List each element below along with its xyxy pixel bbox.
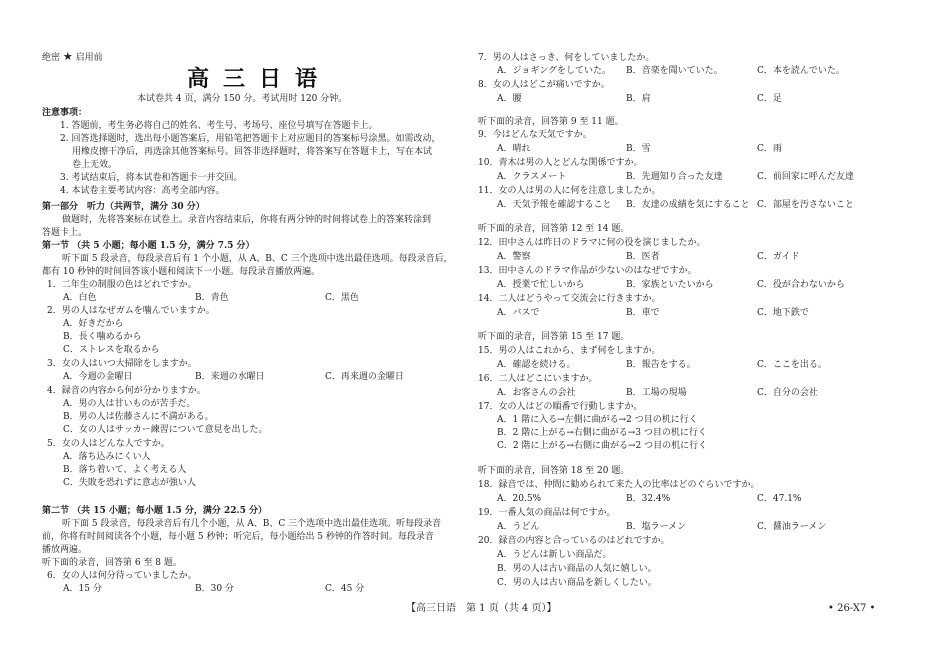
question-6: 6．女の人は何分待っていましたか。 [47,571,197,581]
section2-intro: 前，你将有时间阅读各个小题，每小题 5 秒钟；听完后，每小题给出 5 秒钟的作答时间。每段录音 [42,532,434,542]
confidential-label: 绝密 ★ 启用前 [42,50,103,63]
paper-code: • 26-X7 • [828,603,876,614]
option-a: A．うどんは新しい商品だ。 [497,550,612,560]
option-c: C．黒色 [325,293,359,303]
option-c: C．男の人は古い商品を新しくしたい。 [497,578,657,588]
option-a: A．20.5% [497,494,542,504]
option-b: B．音楽を聞いていた。 [626,66,723,76]
group-instruction: 听下面的录音，回答第 18 至 20 题。 [478,466,630,476]
section2-heading: 第二节 （共 15 小题；每小题 1.5 分，满分 22.5 分） [42,506,268,516]
question-16: 16．二人はどこにいますか。 [478,374,598,384]
option-b: B．30 分 [195,584,234,594]
question-7: 7．男の人はさっき、何をしていましたか。 [478,53,655,63]
option-b: B．落ち着いて、よく考える人 [63,465,187,475]
option-a: A．クラスメート [497,172,567,182]
note-line: 4. 本试卷主要考试内容：高考全部内容。 [60,186,225,196]
option-b: B．塩ラーメン [626,522,687,532]
option-c: C．醤油ラーメン [757,522,827,532]
option-a: A．男の人は甘いものが苦手だ。 [63,399,196,409]
option-a: A．晴れ [497,144,531,154]
option-b: B．32.4% [626,494,671,504]
option-a: A．授業で忙しいから [497,280,585,290]
page-title: 高三日语 [187,66,332,92]
question-12: 12．田中さんは昨日のドラマに何の役を演じましたか。 [478,238,706,248]
option-a: A．白色 [63,293,97,303]
option-c: C．自分の会社 [757,388,818,398]
option-a: A．警察 [497,252,531,262]
option-a: A．腰 [497,94,522,104]
option-b: B．雪 [626,144,651,154]
question-9: 9．今はどんな天気ですか。 [478,130,592,140]
option-c: C．ガイド [757,252,800,262]
option-a: A．ジョギングをしていた。 [497,66,612,76]
question-2: 2．男の人はなぜガムを噛んでいますか。 [47,306,215,316]
option-a: A．確認を続ける。 [497,360,576,370]
note-line: 1. 答题前，考生务必将自己的姓名、考生号、考场号、座位号填写在答题卡上。 [60,121,378,131]
option-a: A．バスで [497,308,540,318]
question-10: 10．青木は男の人とどんな関係ですか。 [478,158,643,168]
section1-intro: 听下面 5 段录音，每段录音后有 1 个小题，从 A、B、C 三个选项中选出最佳选项。每段录音后， [62,254,453,264]
section2-intro: 听下面 5 段录音，每段录音后有几个小题，从 A、B、C 三个选项中选出最佳选项。听每段录音 [62,519,442,529]
option-b: B．家族といたいから [626,280,714,290]
option-a: A．落ち込みにくい人 [63,452,151,462]
notes-heading: 注意事项： [42,108,88,118]
option-a: A．お客さんの会社 [497,388,576,398]
option-c: C．ストレスを取るから [63,345,160,355]
option-b: B．工場の現場 [626,388,687,398]
option-c: C．ここを出る。 [757,360,827,370]
option-b: B．医者 [626,252,660,262]
question-19: 19．一番人気の商品は何ですか。 [478,508,616,518]
question-18: 18．録音では、仲間に勧められて来た人の比率はどのぐらいですか。 [478,480,760,490]
option-c: C．雨 [757,144,782,154]
option-b: B．男の人は古い商品の人気に嬉しい。 [497,564,657,574]
option-a: A．天気予報を確認すること [497,200,612,210]
option-c: C．45 分 [325,584,365,594]
group-instruction: 听下面的录音，回答第 12 至 14 题。 [478,224,630,234]
option-a: A．今週の金曜日 [63,372,133,382]
option-c: C．本を読んでいた。 [757,66,845,76]
question-13: 13．田中さんのドラマ作品が少ないのはなぜですか。 [478,266,697,276]
question-20: 20．録音の内容と合っているのはどれですか。 [478,536,670,546]
option-c: C．再来週の金曜日 [325,372,404,382]
option-b: B．2 階に上がる→右側に曲がる→3 つ目の机に行く [497,428,707,438]
option-b: B．肩 [626,94,651,104]
section2-intro: 播放两遍。 [42,545,88,555]
option-c: C．足 [757,94,782,104]
page-footer: 【高三日语 第 1 页（共 4 页）】 [406,603,557,614]
question-4: 4．録音の内容から何が分かりますか。 [47,386,206,396]
option-b: B．来週の水曜日 [195,372,265,382]
option-c: C．地下鉄で [757,308,809,318]
note-line: 卷上无效。 [72,160,118,170]
part1-intro: 做题时，先将答案标在试卷上。录音内容结束后，你将有两分钟的时间将试卷上的答案转涂到 [62,215,432,225]
question-3: 3．女の人はいつ大掃除をしますか。 [47,359,197,369]
section1-heading: 第一节 （共 5 小题；每小题 1.5 分，满分 7.5 分） [42,241,255,251]
option-c: C．2 階に上がる→右側に曲がる→2 つ目の机に行く [497,441,708,451]
option-a: A．1 階に入る→左側に曲がる→2 つ目の机に行く [497,415,698,425]
group-instruction: 听下面的录音，回答第 6 至 8 题。 [42,558,182,568]
option-b: B．先週知り合った友達 [626,172,723,182]
option-a: A．うどん [497,522,540,532]
option-b: B．友達の成績を気にすること [626,200,750,210]
part1-heading: 第一部分 听力（共两节，满分 30 分） [42,202,205,212]
question-15: 15．男の人はこれから、まず何をしますか。 [478,346,661,356]
group-instruction: 听下面的录音，回答第 9 至 11 题。 [478,117,624,127]
option-b: B．青色 [195,293,229,303]
group-instruction: 听下面的录音，回答第 15 至 17 题。 [478,332,630,342]
option-a: A．15 分 [63,584,102,594]
option-c: C．役が合わないから [757,280,845,290]
question-8: 8．女の人はどこが痛いですか。 [478,80,610,90]
question-1: 1．二年生の制服の色はどれですか。 [47,280,197,290]
option-c: C．47.1% [757,494,802,504]
option-c: C．前回家に呼んだ友達 [757,172,854,182]
question-17: 17．女の人はどの順番で行動しますか。 [478,402,643,412]
option-b: B．報告をする。 [626,360,696,370]
question-11: 11．女の人は男の人に何を注意しましたか。 [478,186,661,196]
note-line: 2. 回答选择题时，选出每小题答案后，用铅笔把答题卡上对应题目的答案标号涂黑。如需改动， [60,134,441,144]
question-5: 5．女の人はどんな人ですか。 [47,439,170,449]
option-b: B．男の人は佐藤さんに不満がある。 [63,412,214,422]
option-a: A．好きだから [63,319,124,329]
note-line: 用橡皮擦干净后，再选涂其他答案标号。回答非选择题时，将答案写在答题卡上，写在本试 [72,147,433,157]
option-c: C．女の人はサッカー練習について意見を出した。 [63,425,268,435]
question-14: 14．二人はどうやって交流会に行きますか。 [478,294,661,304]
note-line: 3. 考试结束后，将本试卷和答题卡一并交回。 [60,173,243,183]
option-c: C．失敗を恐れずに意志が強い人 [63,478,196,488]
option-c: C．部屋を汚さないこと [757,200,854,210]
star-icon: ★ [62,50,73,63]
page-subtitle: 本试卷共 4 页，满分 150 分。考试用时 120 分钟。 [137,94,348,104]
option-b: B．長く噛めるから [63,332,142,342]
option-b: B．車で [626,308,660,318]
part1-intro: 答题卡上。 [42,228,88,238]
section1-intro: 都有 10 秒钟的时间回答该小题和阅读下一小题。每段录音播放两遍。 [42,267,321,277]
